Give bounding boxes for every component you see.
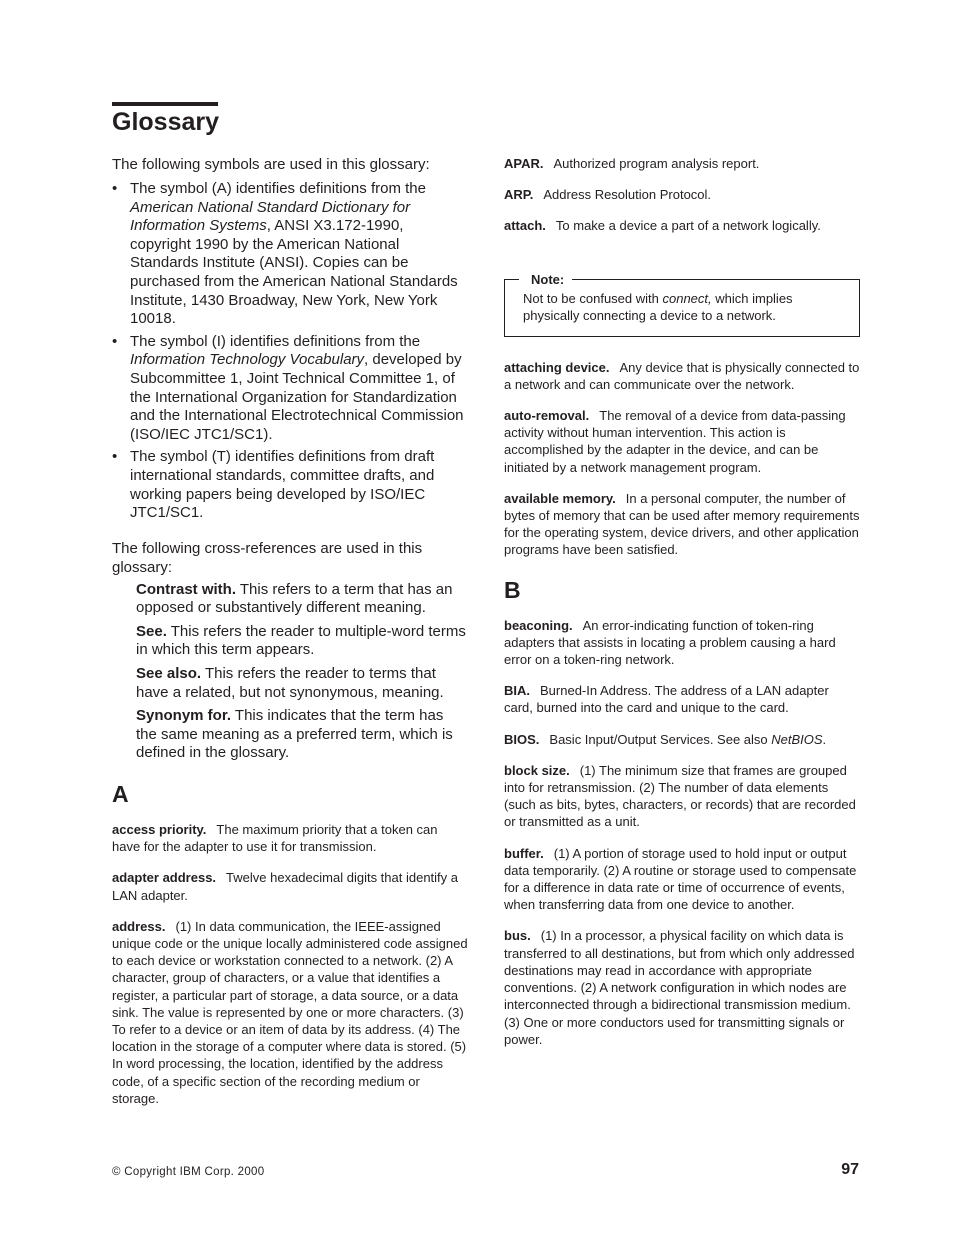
xref-contrast-with: Contrast with. This refers to a term that has an opposed or substantively different meaning. [136,580,453,617]
section-heading-b: B [504,576,521,603]
xref-synonym-for: Synonym for. This indicates that the term has the same meaning as a preferred term, which is defined in the glossary. [136,707,453,762]
bullet-icon: • [112,332,118,350]
xref-see: See. This refers the reader to multiple-word terms in which this term appears. [136,622,466,659]
xrefs-intro: The following cross-references are used in this glossary: [112,539,423,576]
glossary-entry: adapter address. Twelve hexadecimal digits that identify a LAN adapter. [112,870,459,903]
title-rule [112,102,218,106]
glossary-entry: beaconing. An error-indicating function of token-ring adapters that assists in locating a problem causing a hard error on a token-ring network. [504,617,836,668]
symbol-item-i: • The symbol (I) identifies definitions from the Information Technology Vocabulary, developed by Subcommittee 1, Joint Technical Committee 1, of the International Organization for Standardization and the International Electrotechnical Commission (ISO/IEC JTC1/SC1). [112,332,464,443]
glossary-entry: ARP. Address Resolution Protocol. [504,187,712,203]
glossary-entry: block size. (1) The minimum size that frames are grouped into for retransmission. (2) The number of data elements (such as bits, bytes, characters, or records) that are recorded or transmitted as a unit. [504,762,856,830]
symbol-item-t: • The symbol (T) identifies definitions from draft international standards, committee drafts, and working papers being developed by ISO/IEC JTC1/SC1. [112,448,435,522]
page-title: Glossary [112,108,220,136]
bullet-icon: • [112,448,118,466]
section-heading-a: A [112,781,129,808]
bullet-icon: • [112,180,118,197]
glossary-entry: available memory. In a personal computer, the number of bytes of memory that can be used after memory requirements for the operating system, device drivers, and other application programs have been satisfied. [504,490,860,558]
note-box: Note: Not to be confused with connect, which implies physically connecting a device to a network. [504,279,860,337]
copyright-footer: © Copyright IBM Corp. 2000 [112,1166,265,1178]
note-label: Note: [519,271,572,288]
right-column [504,155,860,1062]
symbol-item-a: • The symbol (A) identifies definitions from the American National Standard Dictionary for Information Systems, ANSI X3.172-1990, copyright 1990 by the American National Standards Institute (ANSI). Copies can be purchased from the American National Standards Institute, 1430 Broadway, New York, New York 10018. [112,180,458,328]
glossary-entry: BIOS. Basic Input/Output Services. See also NetBIOS. [504,731,827,747]
glossary-entry: bus. (1) In a processor, a physical facility on which data is transferred to all destinations, but from which only addressed destinations may read in accordance with appropriate conventions. (2) A network configuration in which nodes are interconnected through a bidirectional transmission medium. (3) One or more conductors used for transmitting signals or power. [504,928,855,1047]
glossary-entry: auto-removal. The removal of a device from data-passing activity without human intervention. This action is accomplished by the adapter in the device, and can be initiated by a network management program. [504,408,846,475]
glossary-entry: attaching device. Any device that is physically connected to a network and can communicate over the network. [504,359,860,392]
glossary-entry: access priority. The maximum priority that a token can have for the adapter to use it for transmission. [112,822,438,855]
left-column [112,155,468,1121]
symbols-intro: The following symbols are used in this glossary: [112,156,430,173]
glossary-entry: address. (1) In data communication, the IEEE-assigned unique code or the unique locally administered code assigned to each device or workstation connected to a network. (2) A character, group of characters, or a value that identifies a register, a particular part of storage, a data source, or a data sink. The value is represented by one or more characters. (3) To refer to a device or an item of data by its address. (4) The location in the storage of a computer where data is stored. (5) In word processing, the location, identified by the address code, of a specific section of the recording medium or storage. [112,918,468,1106]
glossary-entry: attach. To make a device a part of a network logically. [504,218,821,234]
glossary-entry: BIA. Burned-In Address. The address of a LAN adapter card, burned into the card and unique to the card. [504,683,829,716]
glossary-entry: APAR. Authorized program analysis report. [504,156,760,171]
page-number: 97 [841,1161,859,1178]
glossary-entry: buffer. (1) A portion of storage used to hold input or output data temporarily. (2) A routine or storage used to compensate for a difference in data rate or time of occurrence of events, when transferring data from one device to another. [504,845,857,913]
xref-see-also: See also. This refers the reader to terms that have a related, but not synonymous, meaning. [136,665,444,701]
symbols-list [112,180,468,523]
